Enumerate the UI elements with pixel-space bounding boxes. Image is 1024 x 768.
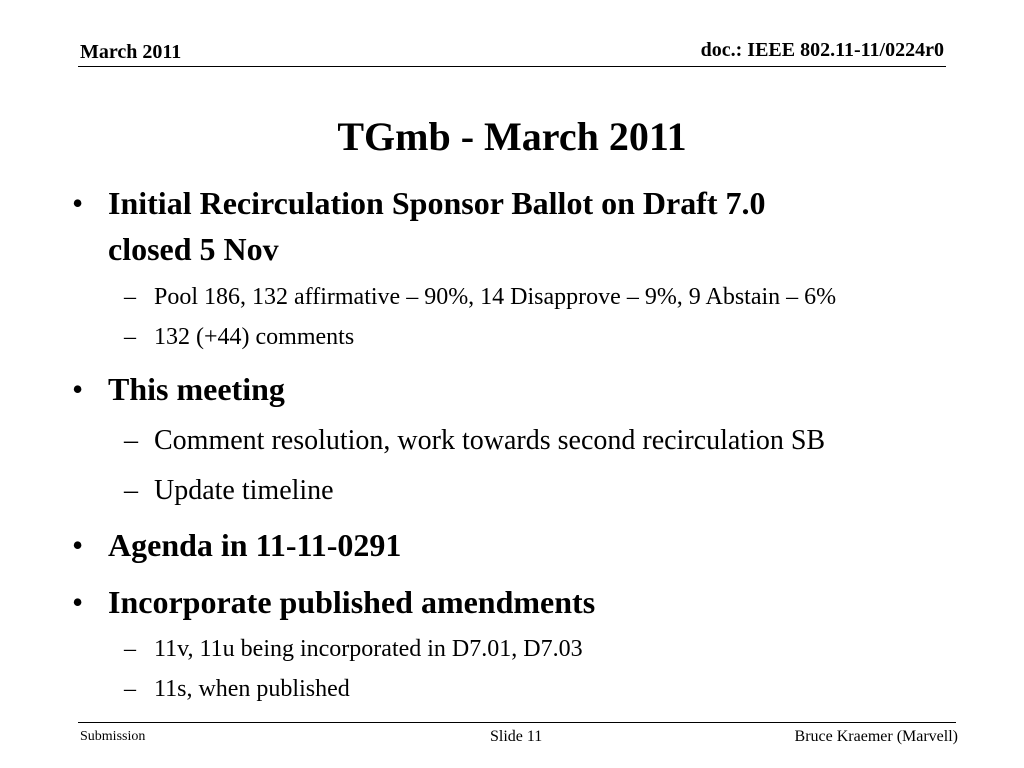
bullet-item (72, 180, 766, 226)
footer-submission: Submission (80, 729, 146, 744)
sub-bullet-marker: – (124, 324, 136, 350)
sub-bullet-marker: – (124, 284, 136, 310)
sub-bullet-marker: – (124, 475, 138, 506)
sub-bullet-text: 11s, when published (154, 676, 350, 702)
footer-author: Bruce Kraemer (Marvell) (794, 728, 958, 745)
sub-bullet-text: Pool 186, 132 affirmative – 90%, 14 Disapprove – 9%, 9 Abstain – 6% (154, 284, 837, 310)
bullet-text-line: Agenda in 11-11-0291 (108, 527, 402, 563)
bullet-text-line: Initial Recirculation Sponsor Ballot on Draft 7.0 (108, 185, 766, 221)
bullet-marker: • (72, 527, 84, 563)
bullet-item-continuation (108, 226, 279, 272)
bullet-text-line: Incorporate published amendments (108, 584, 596, 620)
bullet-text-line: This meeting (108, 371, 285, 407)
sub-bullet-text: 132 (+44) comments (154, 324, 355, 350)
sub-bullet-item (124, 474, 334, 508)
footer-slide-number: Slide 11 (490, 728, 543, 745)
bullet-marker: • (72, 371, 84, 407)
bullet-item (72, 579, 596, 625)
bullet-item (72, 366, 285, 412)
sub-bullet-text: Comment resolution, work towards second recirculation SB (154, 425, 826, 456)
header-date: March 2011 (80, 41, 182, 63)
sub-bullet-item (124, 282, 837, 312)
sub-bullet-text: Update timeline (154, 475, 334, 506)
bullet-text-line: closed 5 Nov (108, 231, 279, 267)
header-doc-id: doc.: IEEE 802.11-11/0224r0 (700, 39, 944, 61)
footer-rule (78, 722, 956, 723)
sub-bullet-text: 11v, 11u being incorporated in D7.01, D7.03 (154, 636, 583, 662)
bullet-marker: • (72, 185, 84, 221)
sub-bullet-marker: – (124, 425, 138, 456)
bullet-item (72, 522, 402, 568)
sub-bullet-marker: – (124, 636, 136, 662)
sub-bullet-marker: – (124, 676, 136, 702)
bullet-marker: • (72, 584, 84, 620)
slide-title: TGmb - March 2011 (337, 114, 687, 159)
sub-bullet-item (124, 322, 355, 352)
sub-bullet-item (124, 424, 826, 458)
sub-bullet-item (124, 634, 583, 664)
sub-bullet-item (124, 674, 350, 704)
